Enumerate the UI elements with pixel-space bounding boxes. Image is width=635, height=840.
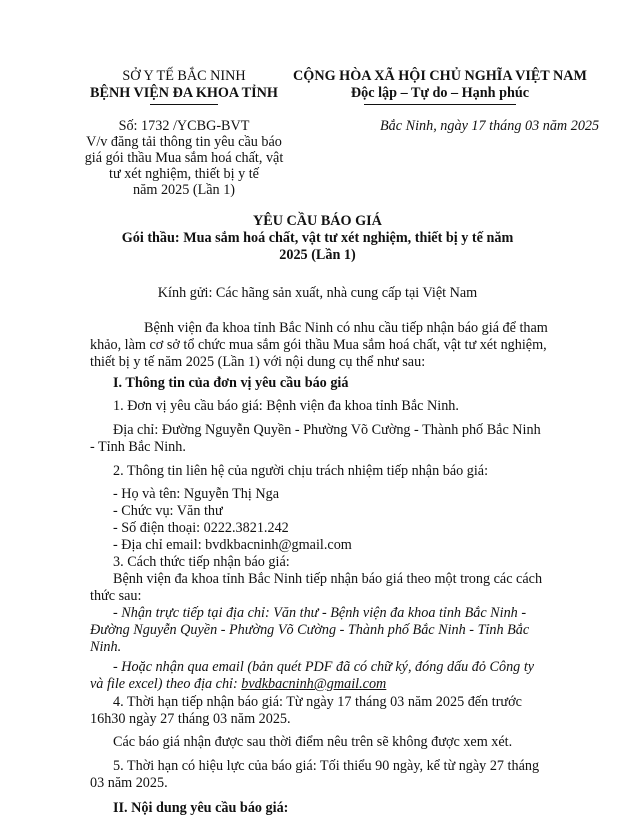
section-1-item-2: 2. Thông tin liên hệ của người chịu trách nhiệm tiếp nhận báo giá: xyxy=(113,463,489,479)
method-email-line1: - Hoặc nhận qua email (bản quét PDF đã có chữ ký, đóng dấu đỏ Công ty xyxy=(113,659,535,675)
doc-number: Số: 1732 /YCBG-BVT xyxy=(118,118,250,134)
document-subtitle-line2: 2025 (Lần 1) xyxy=(279,247,356,263)
intro-line: Bệnh viện đa khoa tỉnh Bắc Ninh có nhu cầu tiếp nhận báo giá để tham xyxy=(144,320,548,336)
method-email-address[interactable]: bvdkbacninh@gmail.com xyxy=(241,676,387,692)
section-1-item-3: 3. Cách thức tiếp nhận báo giá: xyxy=(113,554,290,570)
method-direct-line3: Ninh. xyxy=(90,639,122,655)
method-direct-line1: - Nhận trực tiếp tại địa chỉ: Văn thư - Bệnh viện đa khoa tỉnh Bắc Ninh - xyxy=(113,605,527,621)
item3-desc-line2: thức sau: xyxy=(90,588,142,604)
contact-phone: - Số điện thoại: 0222.3821.242 xyxy=(113,520,289,536)
intro-line: thiết bị y tế năm 2025 (Lần 1) với nội dung cụ thể như sau: xyxy=(90,354,426,370)
method-direct-line2: Đường Nguyễn Quyền - Phường Võ Cường - Thành phố Bắc Ninh - Tỉnh Bắc xyxy=(90,622,530,638)
recipient: Kính gửi: Các hãng sản xuất, nhà cung cấp tại Việt Nam xyxy=(157,285,478,301)
nation-title: CỘNG HÒA XÃ HỘI CHỦ NGHĨA VIỆT NAM xyxy=(293,68,587,84)
document-title: YÊU CẦU BÁO GIÁ xyxy=(253,213,382,229)
section-1-heading: I. Thông tin của đơn vị yêu cầu báo giá xyxy=(113,375,349,391)
doc-subject-line: tư xét nghiệm, thiết bị y tế xyxy=(109,166,259,182)
doc-subject-line: V/v đăng tải thông tin yêu cầu báo xyxy=(86,134,282,150)
org-underline xyxy=(150,104,218,105)
contact-email: - Địa chỉ email: bvdkbacninh@gmail.com xyxy=(113,537,352,553)
doc-subject-line: năm 2025 (Lần 1) xyxy=(132,182,236,198)
section-2-heading: II. Nội dung yêu cầu báo giá: xyxy=(113,800,289,816)
contact-position: - Chức vụ: Văn thư xyxy=(113,503,223,519)
section-1-item-1: 1. Đơn vị yêu cầu báo giá: Bệnh viện đa khoa tỉnh Bắc Ninh. xyxy=(113,398,459,414)
place-date: Bắc Ninh, ngày 17 tháng 03 năm 2025 xyxy=(380,118,600,134)
method-email-line2 xyxy=(90,676,386,693)
motto-underline xyxy=(364,104,516,105)
document-subtitle-line1: Gói thầu: Mua sắm hoá chất, vật tư xét nghiệm, thiết bị y tế năm xyxy=(121,230,514,246)
intro-line: khảo, làm cơ sở tổ chức mua sắm gói thầu Mua sắm hoá chất, vật tư xét nghiệm, xyxy=(90,337,547,353)
section-1-item-5-line2: 03 năm 2025. xyxy=(90,775,168,791)
address-line2: - Tỉnh Bắc Ninh. xyxy=(90,439,186,455)
address-line1: Địa chỉ: Đường Nguyễn Quyền - Phường Võ Cường - Thành phố Bắc Ninh xyxy=(113,422,541,438)
org-name: BỆNH VIỆN ĐA KHOA TỈNH xyxy=(90,85,278,101)
doc-subject-line: giá gói thầu Mua sắm hoá chất, vật xyxy=(84,150,284,166)
contact-name: - Họ và tên: Nguyễn Thị Nga xyxy=(113,486,280,502)
section-1-item-4-line2: 16h30 ngày 27 tháng 03 năm 2025. xyxy=(90,711,291,727)
motto: Độc lập – Tự do – Hạnh phúc xyxy=(350,85,530,101)
method-email-prefix: và file excel) theo địa chỉ: xyxy=(90,676,242,692)
section-1-item-5-line1: 5. Thời hạn có hiệu lực của báo giá: Tối thiểu 90 ngày, kể từ ngày 27 tháng xyxy=(113,758,540,774)
org-parent: SỞ Y TẾ BẮC NINH xyxy=(122,68,246,84)
section-1-item-4-line1: 4. Thời hạn tiếp nhận báo giá: Từ ngày 17 tháng 03 năm 2025 đến trước xyxy=(113,694,522,710)
item3-desc-line1: Bệnh viện đa khoa tỉnh Bắc Ninh tiếp nhận báo giá theo một trong các cách xyxy=(113,571,543,587)
late-note: Các báo giá nhận được sau thời điểm nêu trên sẽ không được xem xét. xyxy=(113,734,513,750)
